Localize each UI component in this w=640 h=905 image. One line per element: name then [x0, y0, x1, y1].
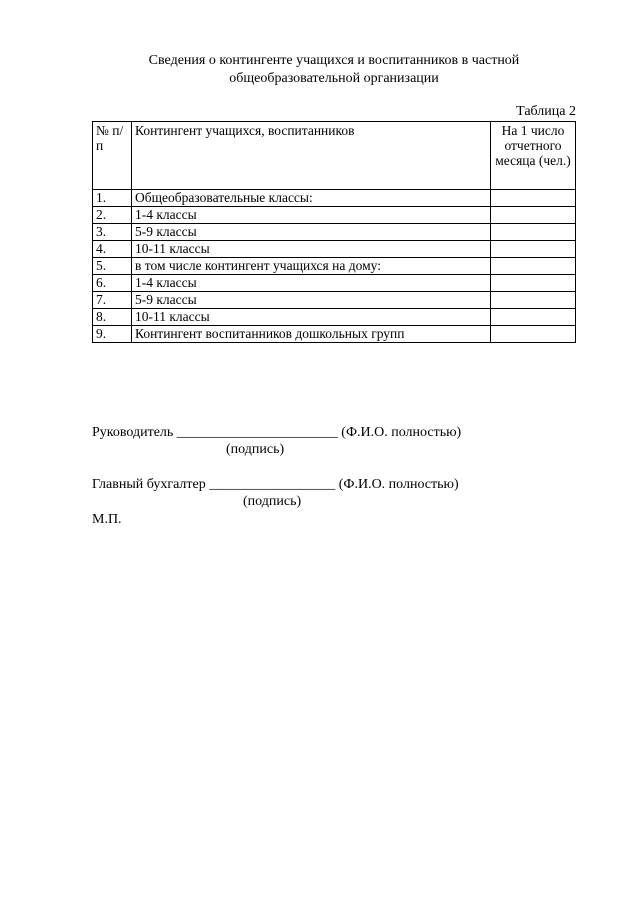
table-row	[93, 241, 576, 258]
row-number: 6.	[93, 275, 132, 292]
row-name: Общеобразовательные классы:	[132, 190, 491, 207]
table-row	[93, 190, 576, 207]
row-count-cell[interactable]	[491, 309, 576, 326]
table-row	[93, 224, 576, 241]
table-row	[93, 258, 576, 275]
accountant-signature-note: (подпись)	[243, 494, 302, 509]
row-count-cell[interactable]	[491, 241, 576, 258]
head-signature-line: Руководитель _______________________ (Ф.И.О. полностью)	[92, 425, 462, 440]
table-row	[93, 275, 576, 292]
row-name: 5-9 классы	[132, 224, 491, 241]
row-name: 10-11 классы	[132, 241, 491, 258]
header-contingent: Контингент учащихся, воспитанников	[132, 122, 491, 190]
contingent-table	[92, 121, 576, 343]
row-name: 1-4 классы	[132, 207, 491, 224]
head-signature-note: (подпись)	[226, 442, 285, 457]
row-count-cell[interactable]	[491, 326, 576, 343]
row-name: 5-9 классы	[132, 292, 491, 309]
row-count-cell[interactable]	[491, 258, 576, 275]
row-count-cell[interactable]	[491, 292, 576, 309]
row-number: 8.	[93, 309, 132, 326]
accountant-signature-line: Главный бухгалтер __________________ (Ф.И.О. полностью)	[92, 477, 459, 492]
table-header-row	[93, 122, 576, 190]
row-count-cell[interactable]	[491, 190, 576, 207]
row-number: 3.	[93, 224, 132, 241]
row-name: в том числе контингент учащихся на дому:	[132, 258, 491, 275]
table-row	[93, 309, 576, 326]
table-caption: Таблица 2	[516, 104, 576, 119]
table-row	[93, 326, 576, 343]
row-count-cell[interactable]	[491, 224, 576, 241]
row-count-cell[interactable]	[491, 275, 576, 292]
row-name: Контингент воспитанников дошкольных групп	[132, 326, 491, 343]
table-row	[93, 292, 576, 309]
document-title	[92, 52, 576, 88]
row-number: 5.	[93, 258, 132, 275]
header-count: На 1 число отчетного месяца (чел.)	[491, 122, 576, 190]
row-number: 9.	[93, 326, 132, 343]
title-line-1: Сведения о контингенте учащихся и воспитанников в частной	[148, 53, 520, 68]
title-line-2: общеобразовательной организации	[229, 71, 439, 86]
row-count-cell[interactable]	[491, 207, 576, 224]
row-number: 1.	[93, 190, 132, 207]
row-number: 2.	[93, 207, 132, 224]
table-row	[93, 207, 576, 224]
row-name: 10-11 классы	[132, 309, 491, 326]
row-name: 1-4 классы	[132, 275, 491, 292]
stamp-mark: М.П.	[92, 512, 122, 527]
row-number: 4.	[93, 241, 132, 258]
row-number: 7.	[93, 292, 132, 309]
header-number: № п/п	[93, 122, 132, 190]
